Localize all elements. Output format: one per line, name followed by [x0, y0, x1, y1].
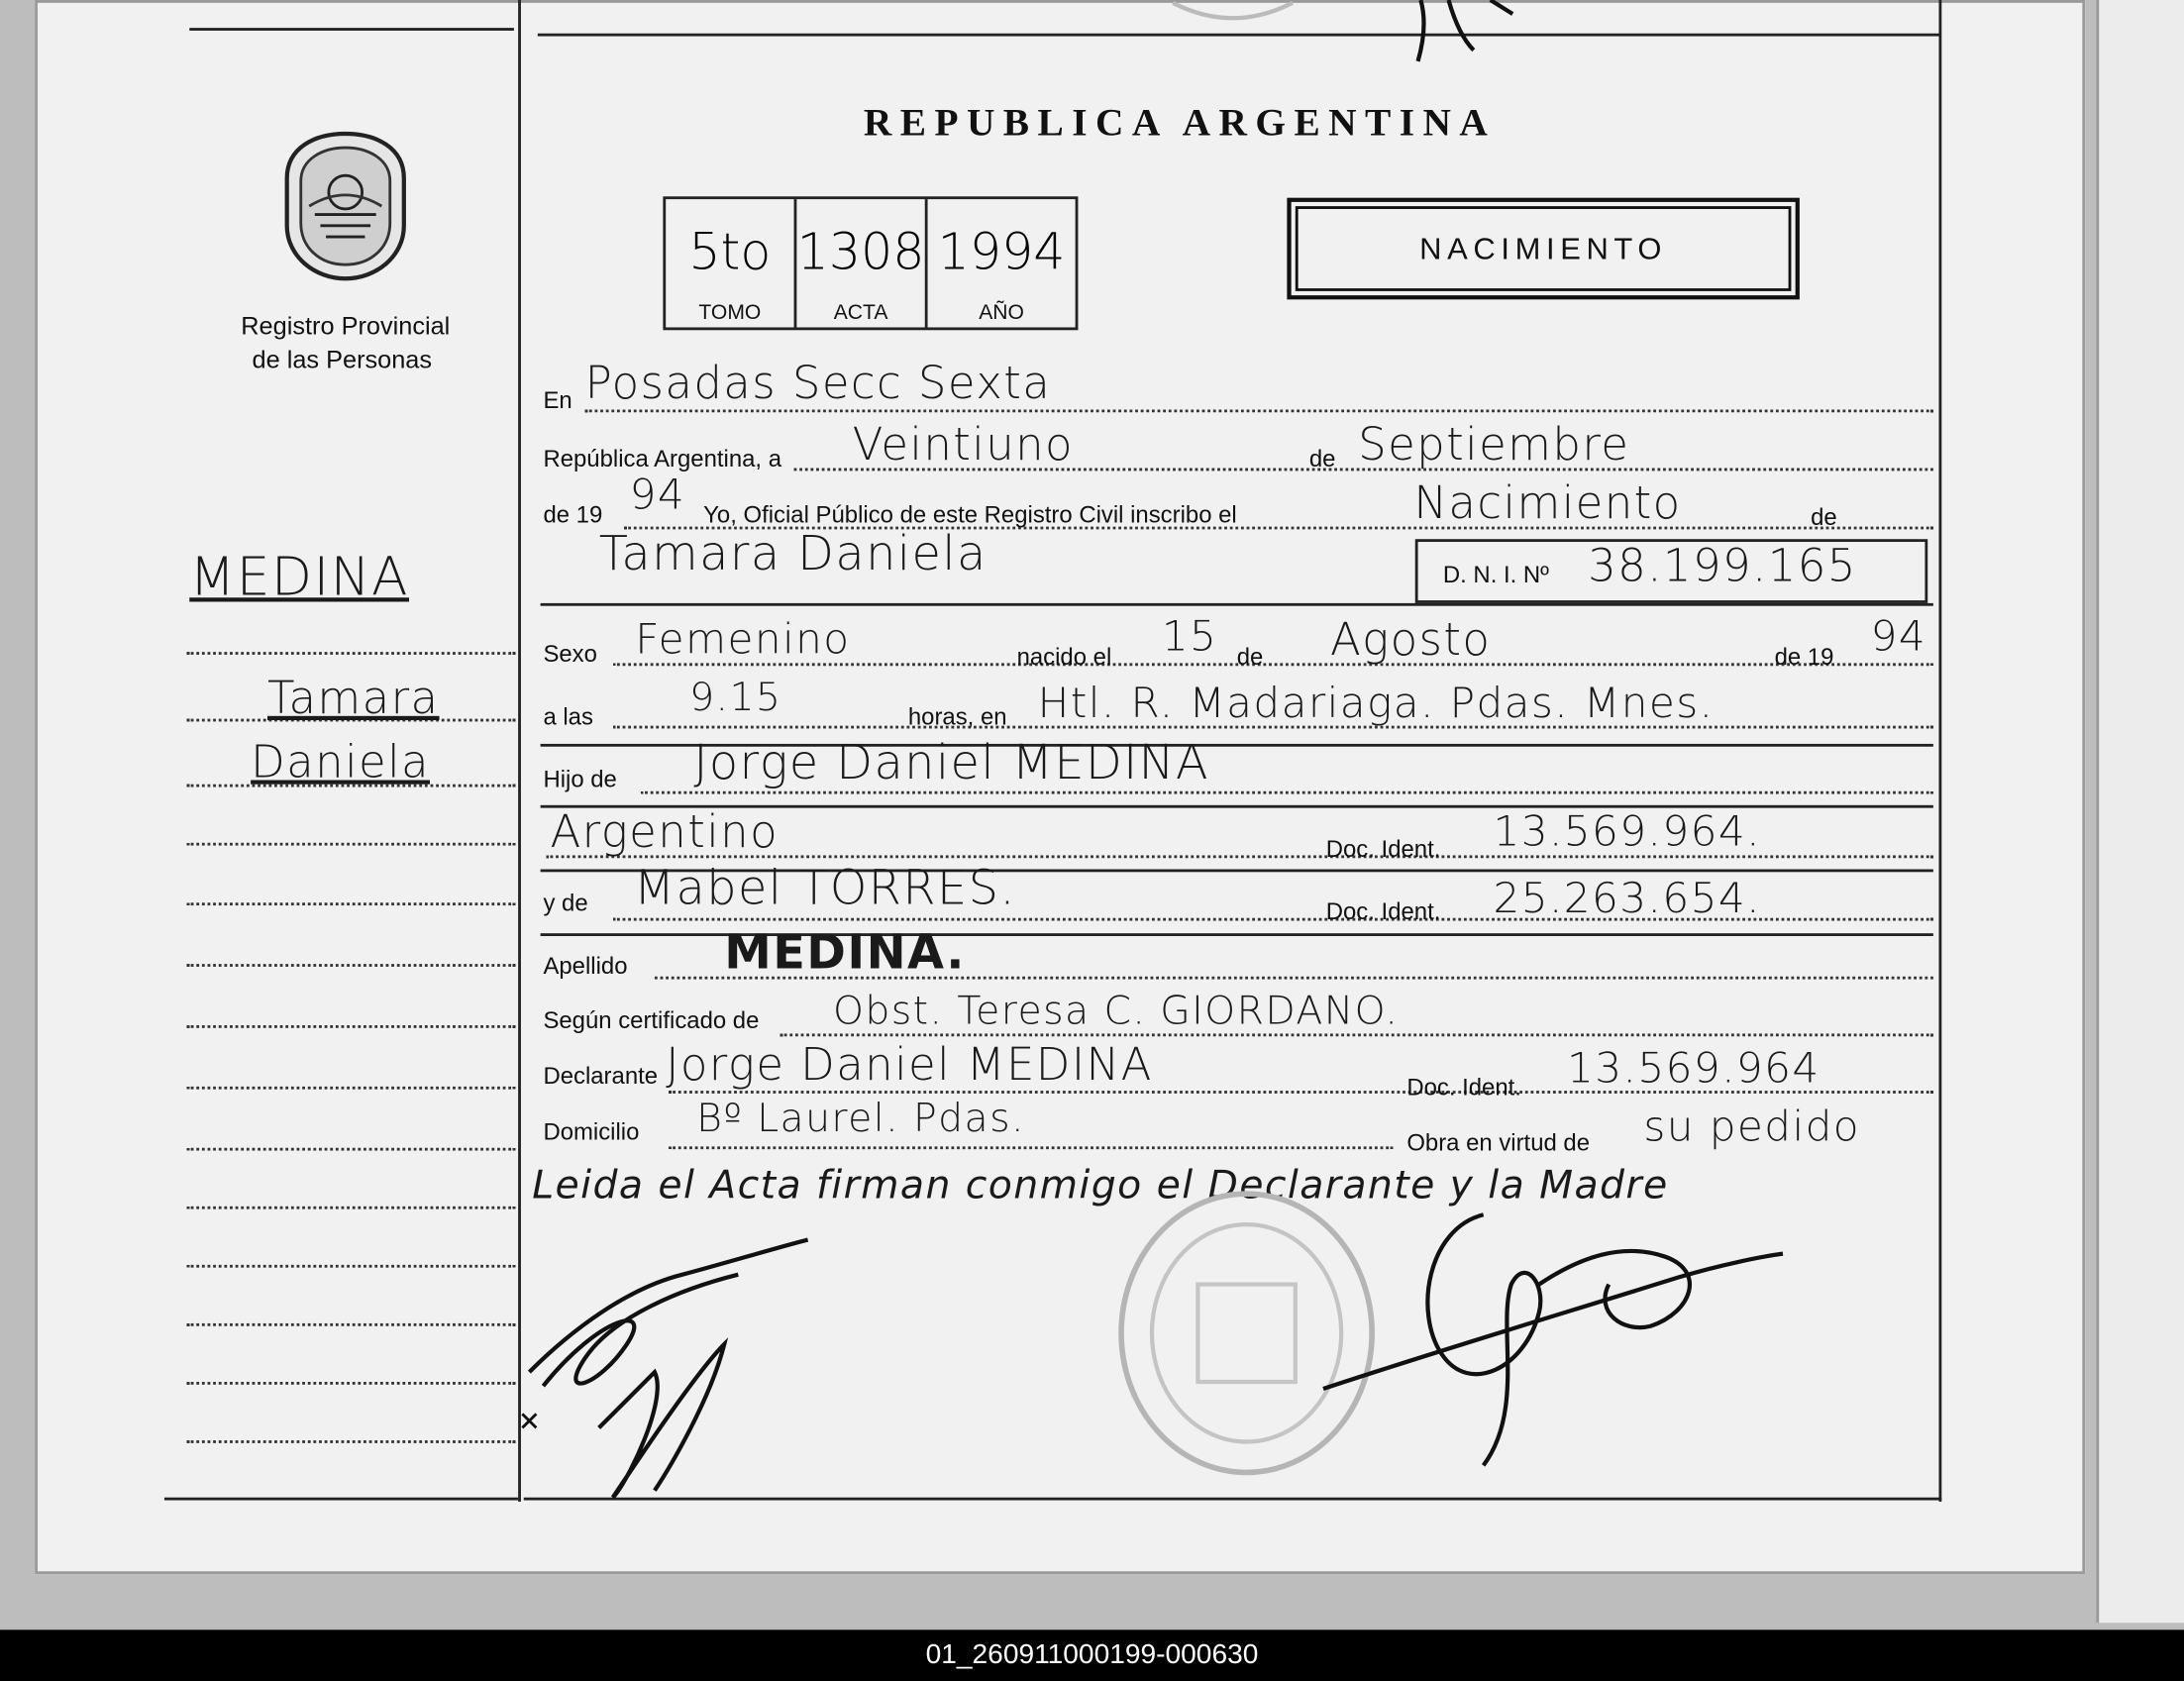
margin-line: [186, 652, 515, 655]
entry-anio-corto: 94: [629, 471, 686, 520]
entry-declarante: Jorge Daniel MEDINA: [666, 1037, 1153, 1092]
row-line: [669, 1146, 1393, 1149]
entry-lugar: Posadas Secc Sexta: [584, 357, 1052, 410]
margin-nombre-2: Daniela: [251, 735, 430, 788]
entry-domicilio: Bº Laurel. Pdas.: [696, 1095, 1025, 1141]
label-de-after: de: [1811, 504, 1837, 531]
label-yo-oficial: Yo, Oficial Público de este Registro Civil inscribo el: [703, 501, 1237, 528]
label-doc-ident-padre: Doc. Ident.: [1325, 835, 1441, 863]
label-hijo-de: Hijo de: [543, 766, 617, 793]
margin-line: [186, 964, 515, 967]
label-de-month: de: [1308, 446, 1336, 473]
row-line: [780, 1033, 1933, 1036]
label-sexo: Sexo: [543, 640, 597, 668]
margin-line: [186, 843, 515, 846]
entry-padre-doc: 13.569.964.: [1493, 807, 1761, 857]
row-rule: [541, 603, 1933, 606]
record-number-box: [663, 196, 1078, 330]
top-rule-left: [189, 28, 514, 31]
registry-line-1: Registro Provincial: [241, 312, 451, 341]
label-de-19: de 19: [543, 501, 603, 528]
margin-line: [186, 1323, 515, 1326]
signature-right-icon: [1316, 1201, 1790, 1479]
entry-obra: su pedido: [1643, 1103, 1861, 1152]
acta-label: ACTA: [833, 300, 888, 325]
margin-line: [186, 1440, 515, 1443]
label-republica: República Argentina, a: [543, 446, 781, 473]
label-domicilio: Domicilio: [543, 1118, 640, 1145]
label-dni: D. N. I. Nº: [1442, 561, 1549, 588]
label-apellido: Apellido: [543, 952, 628, 980]
row-line: [585, 409, 1933, 412]
label-doc-ident-madre: Doc. Ident.: [1325, 898, 1441, 925]
entry-madre: Mabel TORRES.: [633, 861, 1016, 917]
entry-dia: Veintiuno: [852, 417, 1074, 472]
entry-dia-nac: 15: [1161, 612, 1218, 662]
entry-cierre: Leida el Acta firman conmigo el Declarante y la Madre: [532, 1161, 1669, 1208]
country-title: REPUBLICA ARGENTINA: [863, 101, 1497, 146]
right-border: [1939, 0, 1942, 1502]
entry-madre-doc: 25.263.654.: [1493, 875, 1761, 924]
top-rule-right: [538, 34, 1939, 37]
registry-line-2: de las Personas: [252, 345, 433, 373]
tomo-label: TOMO: [698, 300, 762, 325]
entry-anio-nac: 94: [1870, 612, 1927, 662]
entry-certificado: Obst. Teresa C. GIORDANO.: [832, 988, 1400, 1034]
anio-cell: [928, 199, 1076, 327]
label-obra-en-virtud: Obra en virtud de: [1406, 1129, 1591, 1157]
margin-line: [186, 902, 515, 905]
label-doc-ident-declarante: Doc. Ident.: [1406, 1074, 1521, 1101]
margin-nombre-1: Tamara: [267, 671, 440, 725]
entry-mes: Septiembre: [1358, 417, 1630, 472]
label-segun-certificado: Según certificado de: [543, 1006, 760, 1034]
label-de-19-nac: de 19: [1774, 643, 1834, 671]
label-horas-en: horas, en: [907, 703, 1007, 730]
label-nacido-el: nacido el: [1016, 643, 1112, 671]
tomo-cell: [666, 199, 796, 327]
entry-tipo: Nacimiento: [1413, 475, 1682, 530]
margin-line: [186, 1207, 515, 1209]
dni-value: 38.199.165: [1588, 539, 1857, 592]
margin-line: [186, 1382, 515, 1385]
provincial-seal-icon: [278, 128, 412, 284]
anio-label: AÑO: [979, 300, 1024, 325]
margin-line: [186, 1265, 515, 1268]
entry-nombre: Tamara Daniela: [598, 526, 988, 582]
dni-box: [1415, 539, 1928, 603]
bottom-rule-left: [164, 1498, 518, 1501]
label-en: En: [543, 386, 572, 414]
entry-apellido: MEDINA.: [724, 924, 966, 981]
entry-declarante-doc: 13.569.964: [1567, 1044, 1820, 1094]
row-line: [641, 791, 1933, 794]
entry-hora: 9.15: [689, 674, 782, 721]
margin-line: [186, 1025, 515, 1028]
label-declarante: Declarante: [543, 1062, 659, 1090]
margin-apellido: MEDINA: [189, 546, 409, 608]
entry-lugar-nac: Htl. R. Madariaga. Pdas. Mnes.: [1037, 680, 1715, 729]
acta-value: 1308: [796, 224, 925, 282]
entry-padre-nacionalidad: Argentino: [550, 804, 780, 859]
margin-line: [186, 1148, 515, 1151]
entry-sexo: Femenino: [635, 615, 851, 665]
tomo-value: 5to: [688, 224, 772, 282]
document-type-box: NACIMIENTO: [1287, 198, 1800, 300]
entry-padre: Jorge Daniel MEDINA: [693, 735, 1209, 791]
entry-mes-nac: Agosto: [1329, 612, 1492, 667]
label-de-mes-nac: de: [1236, 643, 1264, 671]
anio-value: 1994: [937, 224, 1066, 282]
margin-line: [186, 1087, 515, 1090]
label-y-de: y de: [543, 890, 588, 917]
acta-cell: [796, 199, 927, 327]
label-a-las: a las: [543, 703, 593, 730]
signature-left-icon: [515, 1233, 821, 1512]
signature-top-icon: [1393, 0, 1532, 64]
adjacent-page: [2096, 0, 2184, 1623]
scan-id-bar: 01_260911000199-000630: [0, 1629, 2184, 1681]
faint-stamp-top-icon: [1170, 0, 1296, 28]
